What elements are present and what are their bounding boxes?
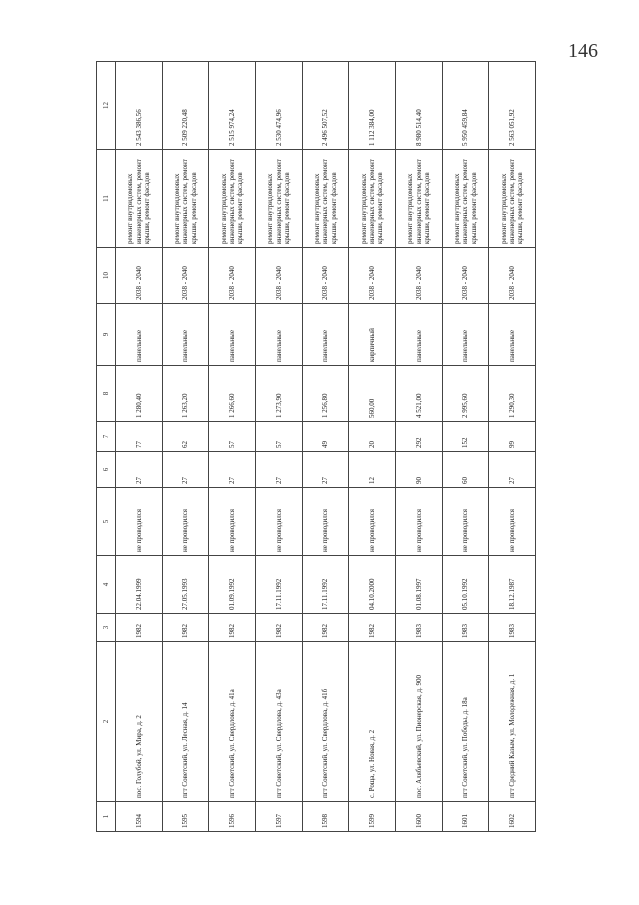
area-cell: 560,00 bbox=[349, 366, 396, 422]
page-number: 146 bbox=[568, 40, 598, 62]
value-cell: 152 bbox=[442, 422, 489, 452]
column-number: 7 bbox=[97, 422, 116, 452]
row-number: 1597 bbox=[255, 802, 302, 832]
value-cell: 20 bbox=[349, 422, 396, 452]
material-cell: кирпичный bbox=[349, 304, 396, 366]
cost-cell: 8 980 514,40 bbox=[395, 62, 442, 150]
date-cell: 01.09.1992 bbox=[209, 556, 256, 614]
period-cell: 2038 - 2040 bbox=[489, 248, 536, 304]
material-cell: панельные bbox=[395, 304, 442, 366]
column-number: 8 bbox=[97, 366, 116, 422]
value-cell: 27 bbox=[489, 452, 536, 488]
status-cell: не проводился bbox=[162, 488, 209, 556]
value-cell: 12 bbox=[349, 452, 396, 488]
cost-cell: 2 530 474,96 bbox=[255, 62, 302, 150]
area-cell: 1 273,90 bbox=[255, 366, 302, 422]
value-cell: 27 bbox=[302, 452, 349, 488]
column-number: 4 bbox=[97, 556, 116, 614]
date-cell: 18.12.1987 bbox=[489, 556, 536, 614]
date-cell: 05.10.1992 bbox=[442, 556, 489, 614]
column-number: 6 bbox=[97, 452, 116, 488]
value-cell: 60 bbox=[442, 452, 489, 488]
address-cell: пгт Советский, ул. Лесная, д. 14 bbox=[162, 642, 209, 802]
period-cell: 2038 - 2040 bbox=[116, 248, 163, 304]
year-cell: 1982 bbox=[302, 614, 349, 642]
table-row bbox=[209, 62, 256, 832]
address-cell: пгт Советский, ул. Свердлова, д. 41б bbox=[302, 642, 349, 802]
register-table bbox=[96, 61, 536, 832]
date-cell: 04.10.2000 bbox=[349, 556, 396, 614]
value-cell: 99 bbox=[489, 422, 536, 452]
address-cell: пгт Советский, ул. Свердлова, д. 41а bbox=[209, 642, 256, 802]
works-cell: ремонт внутридомовых инженерных систем, ремонт крыши, ремонт фасадов bbox=[489, 150, 536, 248]
works-cell: ремонт внутридомовых инженерных систем, ремонт крыши, ремонт фасадов bbox=[255, 150, 302, 248]
value-cell: 27 bbox=[209, 452, 256, 488]
column-number-header bbox=[97, 62, 116, 832]
year-cell: 1983 bbox=[489, 614, 536, 642]
area-cell: 1 256,80 bbox=[302, 366, 349, 422]
period-cell: 2038 - 2040 bbox=[162, 248, 209, 304]
date-cell: 17.11.1992 bbox=[255, 556, 302, 614]
status-cell: не проводился bbox=[116, 488, 163, 556]
works-cell: ремонт внутридомовых инженерных систем, ремонт крыши, ремонт фасадов bbox=[349, 150, 396, 248]
year-cell: 1982 bbox=[255, 614, 302, 642]
value-cell: 57 bbox=[255, 422, 302, 452]
area-cell: 1 263,20 bbox=[162, 366, 209, 422]
area-cell: 2 995,60 bbox=[442, 366, 489, 422]
material-cell: панельные bbox=[302, 304, 349, 366]
table-row bbox=[489, 62, 536, 832]
column-number: 10 bbox=[97, 248, 116, 304]
date-cell: 01.08.1997 bbox=[395, 556, 442, 614]
address-cell: пгт Советский, ул. Свердлова, д. 43а bbox=[255, 642, 302, 802]
address-cell: пгт Советский, ул. Победы, д. 18а bbox=[442, 642, 489, 802]
column-number: 1 bbox=[97, 802, 116, 832]
value-cell: 27 bbox=[116, 452, 163, 488]
material-cell: панельные bbox=[116, 304, 163, 366]
column-number: 12 bbox=[97, 62, 116, 150]
area-cell: 1 266,60 bbox=[209, 366, 256, 422]
value-cell: 62 bbox=[162, 422, 209, 452]
value-cell: 77 bbox=[116, 422, 163, 452]
row-number: 1600 bbox=[395, 802, 442, 832]
row-number: 1596 bbox=[209, 802, 256, 832]
period-cell: 2038 - 2040 bbox=[255, 248, 302, 304]
cost-cell: 2 515 974,24 bbox=[209, 62, 256, 150]
works-cell: ремонт внутридомовых инженерных систем, ремонт крыши, ремонт фасадов bbox=[162, 150, 209, 248]
value-cell: 27 bbox=[162, 452, 209, 488]
status-cell: не проводился bbox=[209, 488, 256, 556]
table-row bbox=[442, 62, 489, 832]
status-cell: не проводился bbox=[489, 488, 536, 556]
address-cell: с. Роща, ул. Новая, д. 2 bbox=[349, 642, 396, 802]
period-cell: 2038 - 2040 bbox=[209, 248, 256, 304]
year-cell: 1982 bbox=[349, 614, 396, 642]
address-cell: пос. Алябьевский, ул. Пионерская, д. 900 bbox=[395, 642, 442, 802]
works-cell: ремонт внутридомовых инженерных систем, ремонт крыши, ремонт фасадов bbox=[395, 150, 442, 248]
cost-cell: 2 509 220,48 bbox=[162, 62, 209, 150]
area-cell: 1 290,30 bbox=[489, 366, 536, 422]
row-number: 1594 bbox=[116, 802, 163, 832]
works-cell: ремонт внутридомовых инженерных систем, ремонт крыши, ремонт фасадов bbox=[302, 150, 349, 248]
status-cell: не проводился bbox=[255, 488, 302, 556]
column-number: 5 bbox=[97, 488, 116, 556]
value-cell: 57 bbox=[209, 422, 256, 452]
cost-cell: 1 112 384,00 bbox=[349, 62, 396, 150]
cost-cell: 5 950 459,84 bbox=[442, 62, 489, 150]
column-number: 9 bbox=[97, 304, 116, 366]
row-number: 1601 bbox=[442, 802, 489, 832]
date-cell: 17.11.1992 bbox=[302, 556, 349, 614]
address-cell: пгт Средний Казым, ул. Молодежная, д. 1 bbox=[489, 642, 536, 802]
table-row bbox=[302, 62, 349, 832]
row-number: 1599 bbox=[349, 802, 396, 832]
address-cell: пос. Голубой, ул. Мира, д. 2 bbox=[116, 642, 163, 802]
date-cell: 22.04.1999 bbox=[116, 556, 163, 614]
works-cell: ремонт внутридомовых инженерных систем, ремонт крыши, ремонт фасадов bbox=[209, 150, 256, 248]
cost-cell: 2 496 507,52 bbox=[302, 62, 349, 150]
status-cell: не проводился bbox=[442, 488, 489, 556]
value-cell: 49 bbox=[302, 422, 349, 452]
table-row bbox=[255, 62, 302, 832]
row-number: 1602 bbox=[489, 802, 536, 832]
status-cell: не проводился bbox=[395, 488, 442, 556]
material-cell: панельные bbox=[162, 304, 209, 366]
year-cell: 1982 bbox=[116, 614, 163, 642]
works-cell: ремонт внутридомовых инженерных систем, ремонт крыши, ремонт фасадов bbox=[116, 150, 163, 248]
period-cell: 2038 - 2040 bbox=[302, 248, 349, 304]
cost-cell: 2 563 051,92 bbox=[489, 62, 536, 150]
period-cell: 2038 - 2040 bbox=[395, 248, 442, 304]
table-row bbox=[116, 62, 163, 832]
rotated-table-container bbox=[96, 62, 536, 832]
works-cell: ремонт внутридомовых инженерных систем, ремонт крыши, ремонт фасадов bbox=[442, 150, 489, 248]
table-row bbox=[395, 62, 442, 832]
table-row bbox=[349, 62, 396, 832]
period-cell: 2038 - 2040 bbox=[442, 248, 489, 304]
period-cell: 2038 - 2040 bbox=[349, 248, 396, 304]
year-cell: 1983 bbox=[442, 614, 489, 642]
material-cell: панельные bbox=[442, 304, 489, 366]
table-row bbox=[162, 62, 209, 832]
year-cell: 1982 bbox=[162, 614, 209, 642]
year-cell: 1982 bbox=[209, 614, 256, 642]
year-cell: 1983 bbox=[395, 614, 442, 642]
status-cell: не проводился bbox=[302, 488, 349, 556]
value-cell: 90 bbox=[395, 452, 442, 488]
material-cell: панельные bbox=[489, 304, 536, 366]
value-cell: 292 bbox=[395, 422, 442, 452]
column-number: 11 bbox=[97, 150, 116, 248]
status-cell: не проводился bbox=[349, 488, 396, 556]
cost-cell: 2 543 386,56 bbox=[116, 62, 163, 150]
date-cell: 27.05.1993 bbox=[162, 556, 209, 614]
value-cell: 27 bbox=[255, 452, 302, 488]
area-cell: 1 280,40 bbox=[116, 366, 163, 422]
row-number: 1595 bbox=[162, 802, 209, 832]
area-cell: 4 521,00 bbox=[395, 366, 442, 422]
column-number: 3 bbox=[97, 614, 116, 642]
row-number: 1598 bbox=[302, 802, 349, 832]
column-number: 2 bbox=[97, 642, 116, 802]
material-cell: панельные bbox=[209, 304, 256, 366]
material-cell: панельные bbox=[255, 304, 302, 366]
